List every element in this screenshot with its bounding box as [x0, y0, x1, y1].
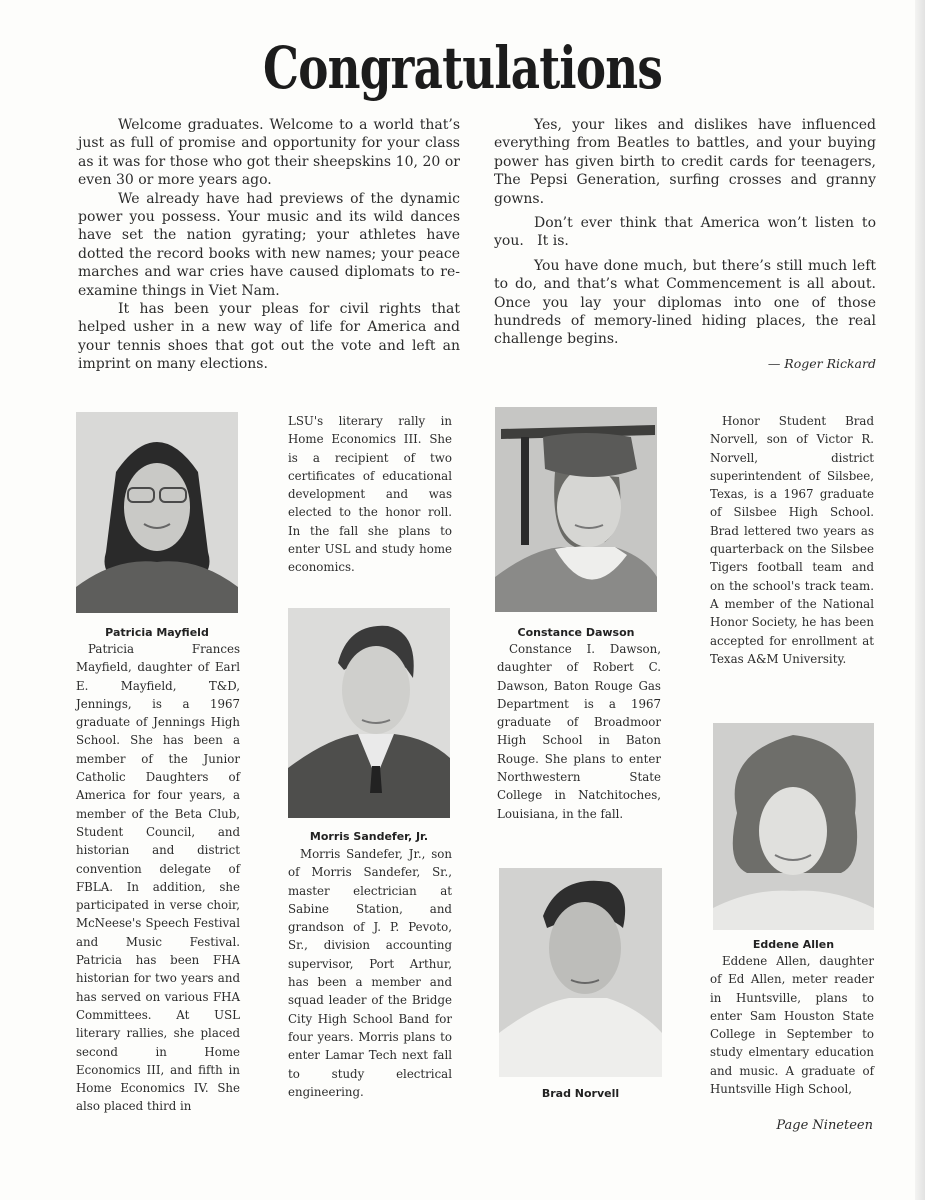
- constance-dawson-name: Constance Dawson: [517, 626, 635, 639]
- editorial-paragraph: You have done much, but there’s still much left to do, and that’s what Commencement is all about. Once you lay your diplomas into one of those hundreds of memory-lined hiding places, the real challenge begins.: [494, 257, 876, 348]
- brad-norvell-name: Brad Norvell: [541, 1087, 620, 1100]
- eddene-allen-bio: Eddene Allen, daughter of Ed Allen, meter reader in Huntsville, plans to enter Sam Houston State College in September to study elmentary education and music. A graduate of Huntsville High School,: [710, 954, 874, 1097]
- editorial-left-column: [78, 116, 460, 374]
- patricia-mayfield-bio: Patricia Frances Mayfield, daughter of Earl E. Mayfield, T&D, Jennings, is a 1967 graduate of Jennings High School. She has been a member of the Junior Catholic Daughters of America for four years, a member of the Beta Club, Student Council, and historian and district convention delegate of FBLA. In addition, she participated in verse choir, McNeese's Speech Festival and Music Festival. Patricia has been FHA historian for two years and has served on various FHA Committees. At USL literary rallies, she placed second in Home Economics III, and fifth in Home Economics IV. She also placed third in: [76, 642, 240, 1114]
- brad-norvell-photo: [499, 868, 662, 1077]
- editorial-paragraph: Welcome graduates. Welcome to a world that’s just as full of promise and opportunity for your class as it was for those who got their sheepskins 10, 20 or even 30 or more years ago.: [78, 117, 460, 189]
- morris-sandefer-photo: [288, 608, 450, 818]
- editorial-paragraph: Don’t ever think that America won’t listen to you. It is.: [494, 215, 881, 250]
- morris-sandefer-name: Morris Sandefer, Jr.: [309, 830, 429, 843]
- editorial-paragraph: It has been your pleas for civil rights that helped usher in a new way of life for America and your tennis shoes that got out the vote and left an imprint on many elections.: [78, 301, 460, 373]
- page-number: Page Nineteen: [776, 1118, 873, 1133]
- page-edge: [915, 0, 925, 1200]
- morris-sandefer-bio: Morris Sandefer, Jr., son of Morris Sandefer, Sr., master electrician at Sabine Station, and grandson of J. P. Pevoto, Sr., division accounting supervisor, Port Arthur, has been a member and squad leader of the Bridge City High School Band for four years. Morris plans to enter Lamar Tech next fall to study electrical engineering.: [288, 847, 452, 1099]
- constance-dawson-photo: [495, 407, 657, 612]
- author-signature: — Roger Rickard: [767, 355, 876, 371]
- eddene-allen-photo: [713, 723, 874, 930]
- patricia-mayfield-photo: [76, 412, 238, 613]
- page-title: Congratulations: [262, 34, 663, 102]
- patricia-mayfield-bio-continued: LSU's literary rally in Home Economics III. She is a recipient of two certificates of educational development and was elected to the honor roll. In the fall she plans to enter USL and study home economics.: [288, 414, 452, 575]
- editorial-right-column: [494, 116, 881, 373]
- editorial-paragraph: We already have had previews of the dynamic power you possess. Your music and its wild dances have set the nation gyrating; your athletes have dotted the record books with new names; your peace marches and war cries have caused diplomats to re-examine things in Viet Nam.: [78, 190, 460, 299]
- constance-dawson-bio: Constance I. Dawson, daughter of Robert C. Dawson, Baton Rouge Gas Department is a 1967 graduate of Broadmoor High School in Baton Rouge. She plans to enter Northwestern State College in Natchitoches, Louisiana, in the fall.: [497, 642, 661, 821]
- editorial-paragraph: Yes, your likes and dislikes have influenced everything from Beatles to battles, and your buying power has given birth to credit cards for teenagers, The Pepsi Generation, surfing crosses and granny gowns.: [494, 117, 876, 207]
- eddene-allen-name: Eddene Allen: [752, 938, 835, 951]
- patricia-mayfield-name: Patricia Mayfield: [105, 626, 209, 639]
- brad-norvell-bio: Honor Student Brad Norvell, son of Victor R. Norvell, district superintendent of Silsbee, Texas, is a 1967 graduate of Silsbee High School. Brad lettered two years as quarterback on the Silsbee Tigers football team and on the school's track team. A member of the National Honor Society, he has been accepted for enrollment at Texas A&M University.: [710, 414, 874, 666]
